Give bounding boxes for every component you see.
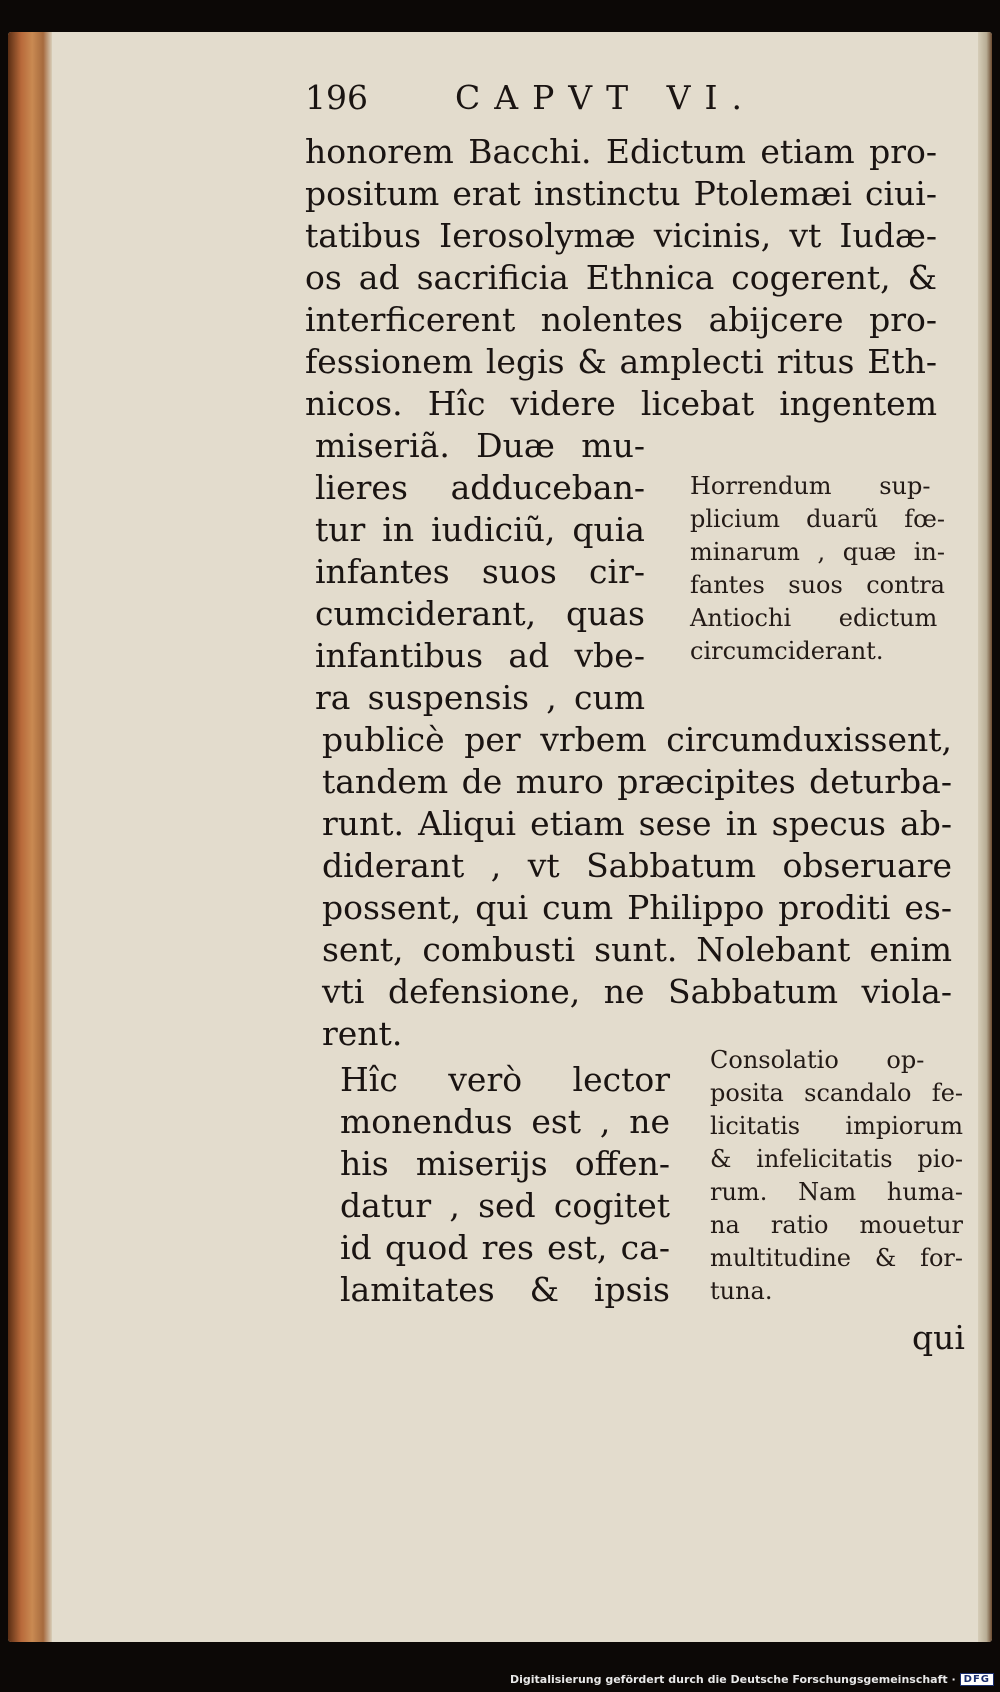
- text-line: runt. Aliqui etiam sese in specus ab-: [322, 804, 952, 843]
- text-line: rent.: [322, 1014, 403, 1053]
- text-line: datur , sed cogitet: [340, 1186, 670, 1225]
- text-line: cumciderant, quas: [315, 594, 645, 633]
- margin-note-line: Antiochi edictum: [690, 604, 938, 632]
- text-line: infantibus ad vbe-: [315, 636, 645, 675]
- margin-note-line: Horrendum sup-: [690, 472, 931, 500]
- page-edge: [978, 32, 992, 1642]
- text-line: lieres adduceban-: [315, 468, 645, 507]
- dfg-logo: DFG: [960, 1673, 994, 1686]
- text-line: sent, combusti sunt. Nolebant enim: [322, 930, 952, 969]
- text-line: monendus est , ne: [340, 1102, 670, 1141]
- book-spine: [8, 32, 52, 1642]
- text-line: diderant , vt Sabbatum obseruare: [322, 846, 952, 885]
- text-line: possent, qui cum Philippo proditi es-: [322, 888, 952, 927]
- text-line: his miserijs offen-: [340, 1144, 670, 1183]
- text-line: tandem de muro præcipites deturba-: [322, 762, 952, 801]
- text-line: infantes suos cir-: [315, 552, 645, 591]
- margin-note-line: na ratio mouetur: [710, 1211, 963, 1239]
- margin-note-line: plicium duarũ fœ-: [690, 505, 945, 533]
- margin-note-line: Consolatio op-: [710, 1046, 925, 1074]
- chapter-title: CAPVT VI.: [455, 78, 756, 117]
- text-line: id quod res est, ca-: [340, 1228, 670, 1267]
- catchword: qui: [912, 1318, 965, 1357]
- margin-note-line: circumciderant.: [690, 637, 884, 665]
- text-line: tatibus Ierosolymæ vicinis, vt Iudæ-: [305, 216, 937, 255]
- text-line: os ad sacrificia Ethnica cogerent, &: [305, 258, 937, 297]
- text-line: honorem Bacchi. Edictum etiam pro-: [305, 132, 937, 171]
- text-line: positum erat instinctu Ptolemæi ciui-: [305, 174, 937, 213]
- text-line: ra suspensis , cum: [315, 678, 645, 717]
- text-line: lamitates & ipsis: [340, 1270, 670, 1309]
- margin-note-line: licitatis impiorum: [710, 1112, 963, 1140]
- text-line: interficerent nolentes abijcere pro-: [305, 300, 937, 339]
- margin-note-line: & infelicitatis pio-: [710, 1145, 963, 1173]
- text-line: publicè per vrbem circumduxissent,: [322, 720, 952, 759]
- margin-note-line: tuna.: [710, 1277, 773, 1305]
- margin-note-line: minarum , quæ in-: [690, 538, 945, 566]
- text-line: nicos. Hîc videre licebat ingentem: [305, 384, 937, 423]
- margin-note-line: posita scandalo fe-: [710, 1079, 963, 1107]
- margin-note-line: rum. Nam huma-: [710, 1178, 963, 1206]
- text-line: Hîc verò lector: [340, 1060, 670, 1099]
- digitization-credit: [510, 1670, 994, 1688]
- credit-text: Digitalisierung gefördert durch die Deutsche Forschungsgemeinschaft ·: [509, 1672, 956, 1686]
- text-line: vti defensione, ne Sabbatum viola-: [322, 972, 952, 1011]
- text-line: tur in iudiciũ, quia: [315, 510, 645, 549]
- text-line: miseriã. Duæ mu-: [315, 426, 645, 465]
- text-line: fessionem legis & amplecti ritus Eth-: [305, 342, 937, 381]
- margin-note-line: multitudine & for-: [710, 1244, 963, 1272]
- margin-note-line: fantes suos contra: [690, 571, 945, 599]
- page-number: 196: [305, 78, 368, 117]
